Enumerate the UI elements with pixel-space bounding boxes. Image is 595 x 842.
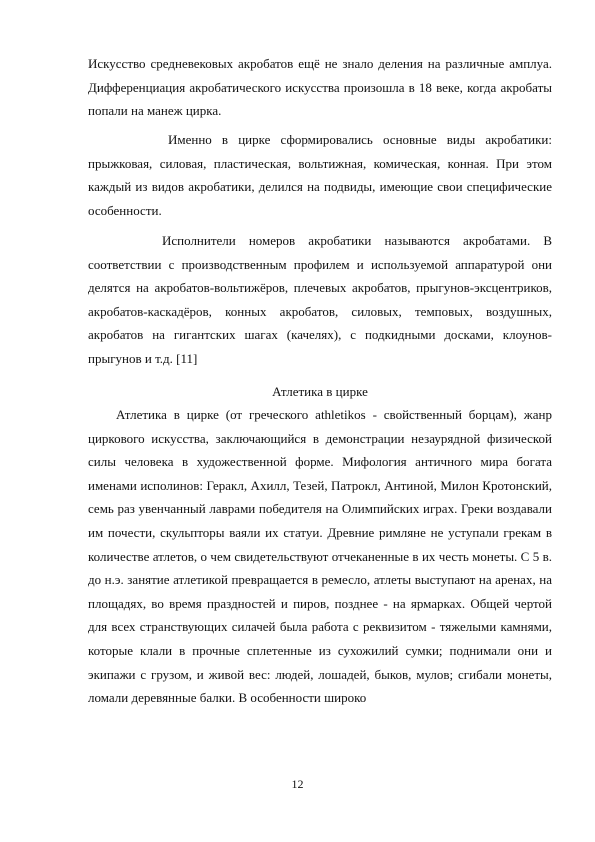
paragraph-text: Именно в цирке сформировались основные виды акробатики: прыжковая, силовая, пластическая, вольтижная, комическая, конная. При этом каждый из видов акробатики, делился на подвиды, имеющие свои специфические особенности.: [88, 132, 552, 218]
paragraph-text: Исполнители номеров акробатики называются акробатами. В соответствии с производственным профилем и используемой аппаратурой они делятся на акробатов-вольтижёров, плечевых акробатов, прыгунов-эксцентриков, акробатов-каскадёров, конных акробатов, силовых, темповых, воздушных, акробатов на гигантских шагах (качелях), с подкидными досками, клоунов-прыгунов и т.д. [11]: [88, 233, 552, 366]
page-number: 12: [291, 777, 304, 791]
paragraph-acrobats-history: [88, 52, 552, 123]
paragraph-acrobat-performers: [88, 229, 552, 371]
paragraph-acrobatics-types: [88, 128, 552, 222]
paragraph-text: Атлетика в цирке (от греческого athletikos - свойственный борцам), жанр циркового искусства, заключающийся в демонстрации незаурядной физической силы человека в художественной форме. Мифология античного мира богата именами исполинов: Геракл, Ахилл, Тезей, Патрокл, Антиной, Милон Кротонский, семь раз увенчанный лаврами победителя на Олимпийских играх. Греки воздавали им почести, скульпторы ваяли их статуи. Древние римляне не уступали грекам в количестве атлетов, о чем свидетельствуют отчеканенные в их честь монеты. С 5 в. до н.э. занятие атлетикой превращается в ремесло, атлеты выступают на аренах, на площадях, во время праздностей и пиров, позднее - на ярмарках. Общей чертой для всех странствующих силачей была работа с реквизитом - тяжелыми камнями, которые клали в прочные сплетенные из сухожилий сумки; поднимали они и экипажи с грузом, и живой вес: людей, лошадей, быков, мулов; сгибали монеты, ломали деревянные балки. В особенности широко: [88, 407, 552, 706]
section-heading: Атлетика в цирке: [272, 384, 368, 399]
paragraph-text: Искусство средневековых акробатов ещё не знало деления на различные амплуа. Дифференциация акробатического искусства произошла в 18 веке, когда акробаты попали на манеж цирка.: [88, 56, 552, 119]
paragraph-athletics: [88, 403, 552, 710]
